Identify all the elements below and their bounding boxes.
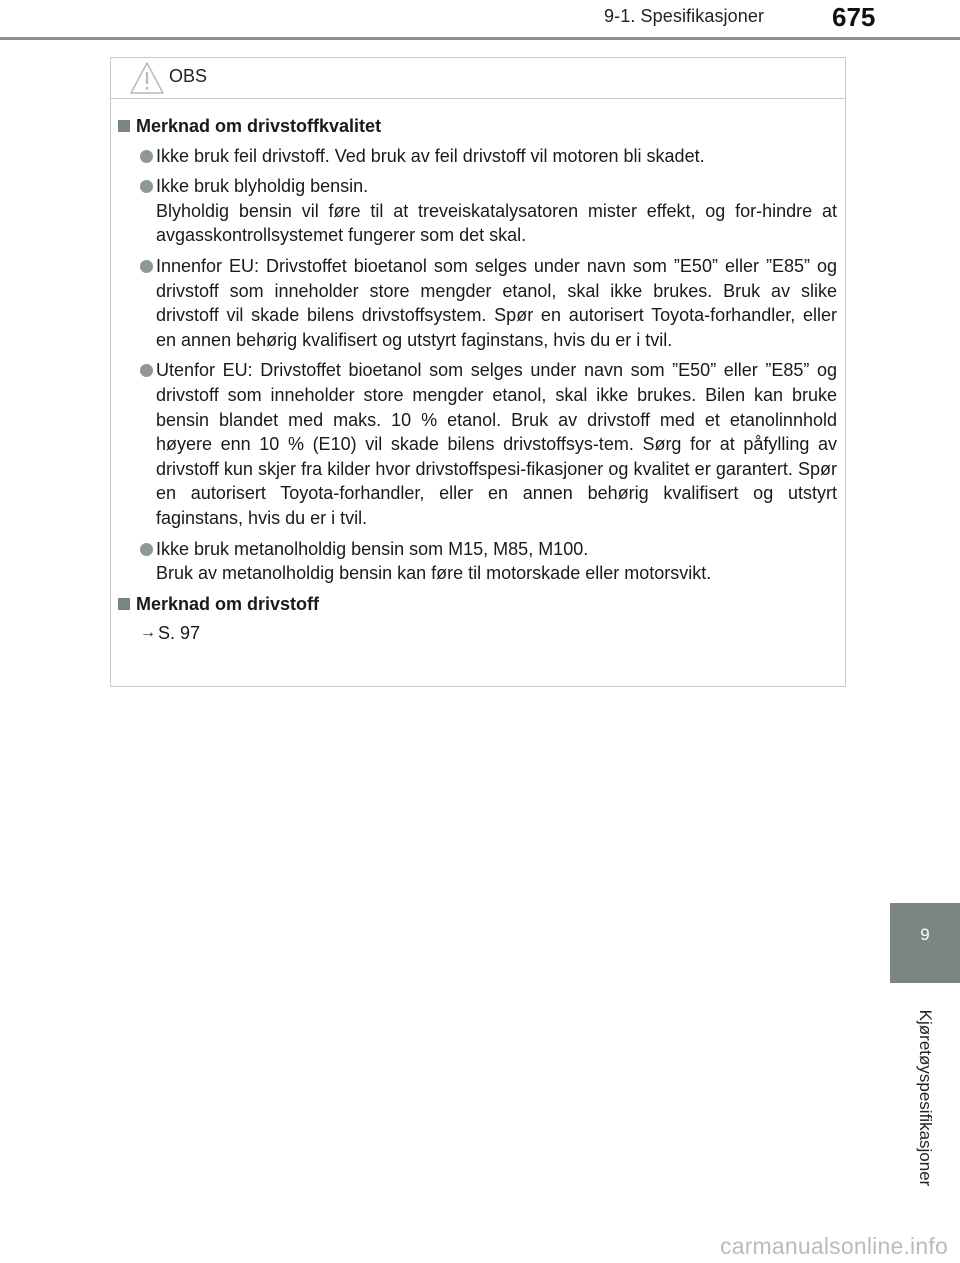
square-marker-icon — [118, 598, 130, 610]
item-text: Ikke bruk feil drivstoff. Ved bruk av feil drivstoff vil motoren bli skadet. — [156, 145, 705, 166]
list-item — [118, 358, 837, 530]
chapter-label: Kjøretøyspesifikasjoner — [916, 1009, 935, 1187]
item-text: Ikke bruk blyholdig bensin. — [156, 176, 369, 197]
section-heading-text: Merknad om drivstoff — [136, 593, 320, 614]
bullet-icon — [140, 543, 153, 556]
notice-box — [110, 57, 846, 687]
list-item — [118, 254, 837, 352]
page-reference-text: S. 97 — [158, 623, 201, 644]
bullet-icon — [140, 150, 153, 163]
watermark: carmanualsonline.info — [720, 1233, 948, 1259]
page-reference-link[interactable] — [118, 621, 837, 646]
bullet-icon — [140, 180, 153, 193]
chapter-tab — [890, 903, 960, 983]
notice-header — [111, 58, 845, 99]
arrow-right-icon: → — [140, 624, 156, 642]
chapter-number: 9 — [920, 925, 930, 944]
warning-triangle-icon — [129, 61, 165, 95]
section-heading — [118, 592, 837, 617]
section-heading-text: Merknad om drivstoffkvalitet — [136, 116, 382, 136]
bullet-icon — [140, 260, 153, 273]
section-title: 9-1. Spesifikasjoner — [604, 6, 765, 26]
section-heading — [118, 114, 837, 139]
notice-body — [111, 98, 845, 646]
list-item — [118, 174, 837, 248]
item-text: Blyholdig bensin vil føre til at treveiskatalysatoren mister effekt, og for-hindre at avgasskontrollsystemet fungerer som det skal. — [156, 200, 837, 246]
notice-title: OBS — [169, 66, 208, 86]
item-text: Ikke bruk metanolholdig bensin som M15, M85, M100. — [156, 538, 589, 559]
list-item — [118, 144, 837, 169]
item-text: Utenfor EU: Drivstoffet bioetanol som selges under navn som ”E50” eller ”E85” og drivstoff som inneholder store mengder etanol, skal ikke brukes. Bilen kan bruke bensin blandet med maks. 10 % etanol. Bruk av drivstoff med et etanolinnhold høyere enn 10 % (E10) vil skade bilens drivstoffsys-tem. Sørg for at påfylling av drivstoff kun skjer fra kilder hvor drivstoffspesi-fikasjoner og kvalitet er garantert. Spør en autorisert Toyota-forhandler, eller en annen behørig kvalifisert og utstyrt faginstans, hvis du er i tvil. — [156, 360, 837, 528]
list-item — [118, 537, 837, 586]
header-divider — [0, 37, 960, 40]
page-number: 675 — [832, 2, 876, 32]
item-text: Bruk av metanolholdig bensin kan føre til motorskade eller motorsvikt. — [156, 563, 712, 584]
item-text: Innenfor EU: Drivstoffet bioetanol som selges under navn som ”E50” eller ”E85” og drivstoff som inneholder store mengder etanol, skal ikke brukes. Bruk av slike drivstoff vil skade bilens drivstoffsystem. Spør en autorisert Toyota-forhandler, eller en annen behørig kvalifisert og utstyrt faginstans, hvis du er i tvil. — [156, 255, 837, 350]
square-marker-icon — [118, 120, 130, 132]
bullet-icon — [140, 364, 153, 377]
